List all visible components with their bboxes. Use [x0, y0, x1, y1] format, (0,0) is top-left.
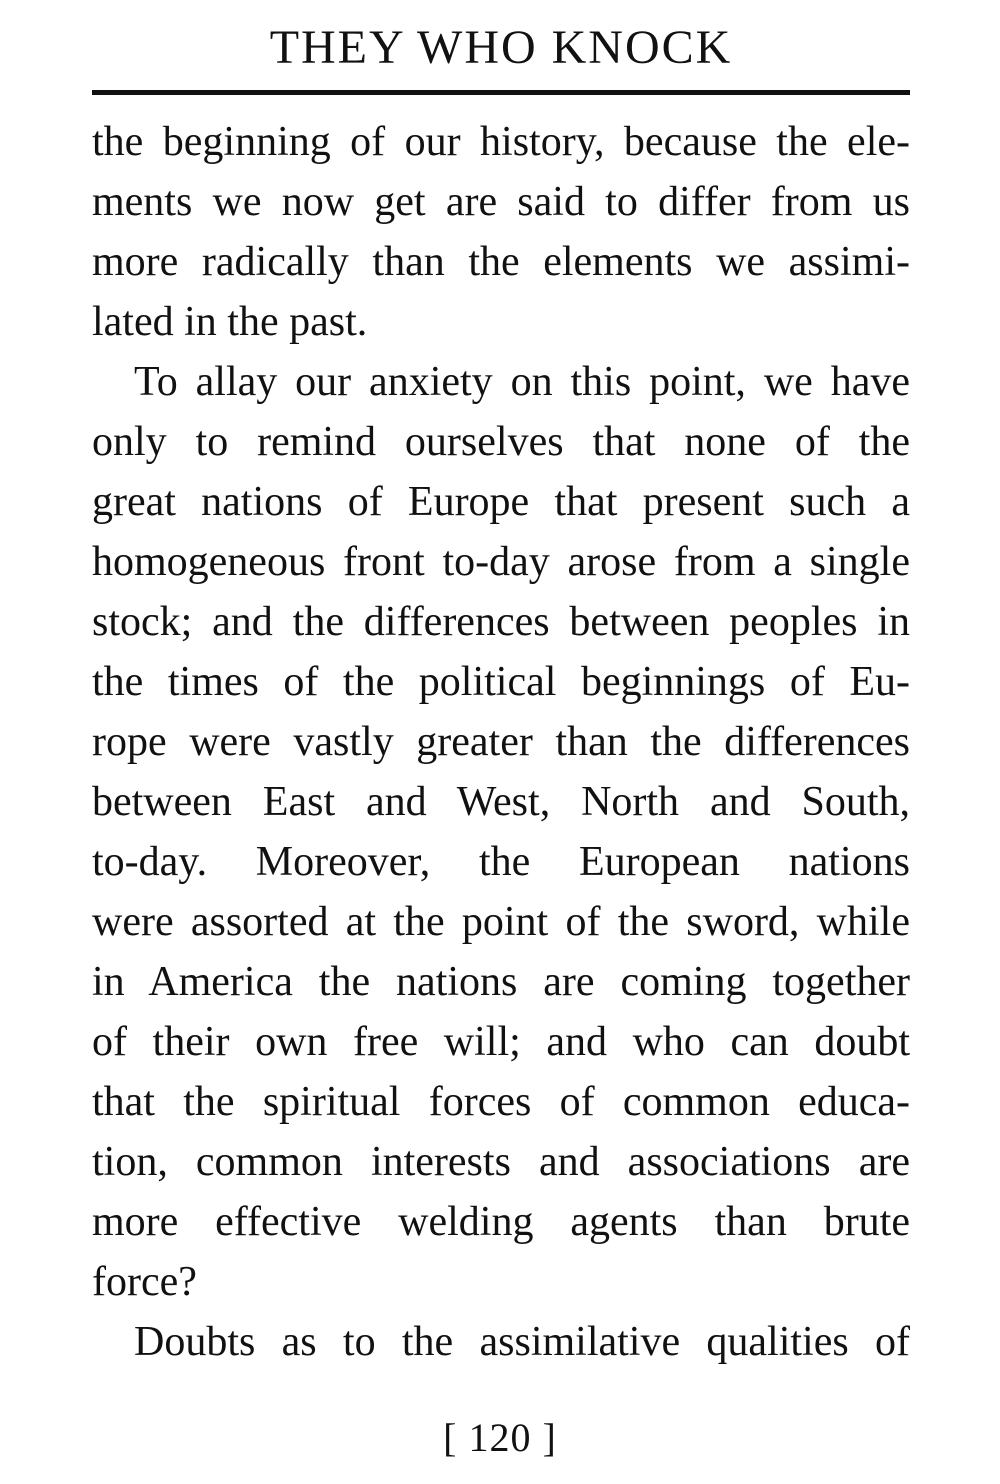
running-head-title: THEY WHO KNOCK — [269, 21, 733, 74]
body-text — [92, 112, 910, 1372]
text-line: ments we now get are said to differ from us — [92, 179, 910, 225]
text-line: to-day. Moreover, the European nations — [92, 839, 910, 885]
text-line: Doubts as to the assimilative qualities of — [134, 1319, 910, 1365]
text-line: stock; and the differences between peoples in — [92, 599, 910, 645]
text-line: of their own free will; and who can doubt — [92, 1019, 910, 1065]
text-line: more radically than the elements we assimi- — [92, 239, 910, 285]
text-line: more effective welding agents than brute — [92, 1199, 910, 1245]
text-line: tion, common interests and associations are — [92, 1139, 910, 1185]
text-line: the beginning of our history, because the ele- — [92, 119, 910, 165]
text-line: rope were vastly greater than the differences — [92, 719, 910, 765]
text-line: only to remind ourselves that none of the — [92, 419, 910, 465]
header-rule — [92, 90, 910, 95]
text-line: homogeneous front to-day arose from a single — [92, 539, 910, 585]
text-line: were assorted at the point of the sword, while — [92, 899, 910, 945]
text-line: between East and West, North and South, — [92, 779, 910, 825]
text-line: great nations of Europe that present such a — [92, 479, 910, 525]
text-line: To allay our anxiety on this point, we have — [134, 359, 910, 405]
page-number: [ 120 ] — [443, 1415, 557, 1460]
text-line: the times of the political beginnings of Eu- — [92, 659, 910, 705]
text-line: that the spiritual forces of common educa- — [92, 1079, 910, 1125]
text-line: in America the nations are coming together — [92, 959, 910, 1005]
text-line: force? — [92, 1259, 197, 1305]
text-line: lated in the past. — [92, 299, 368, 345]
